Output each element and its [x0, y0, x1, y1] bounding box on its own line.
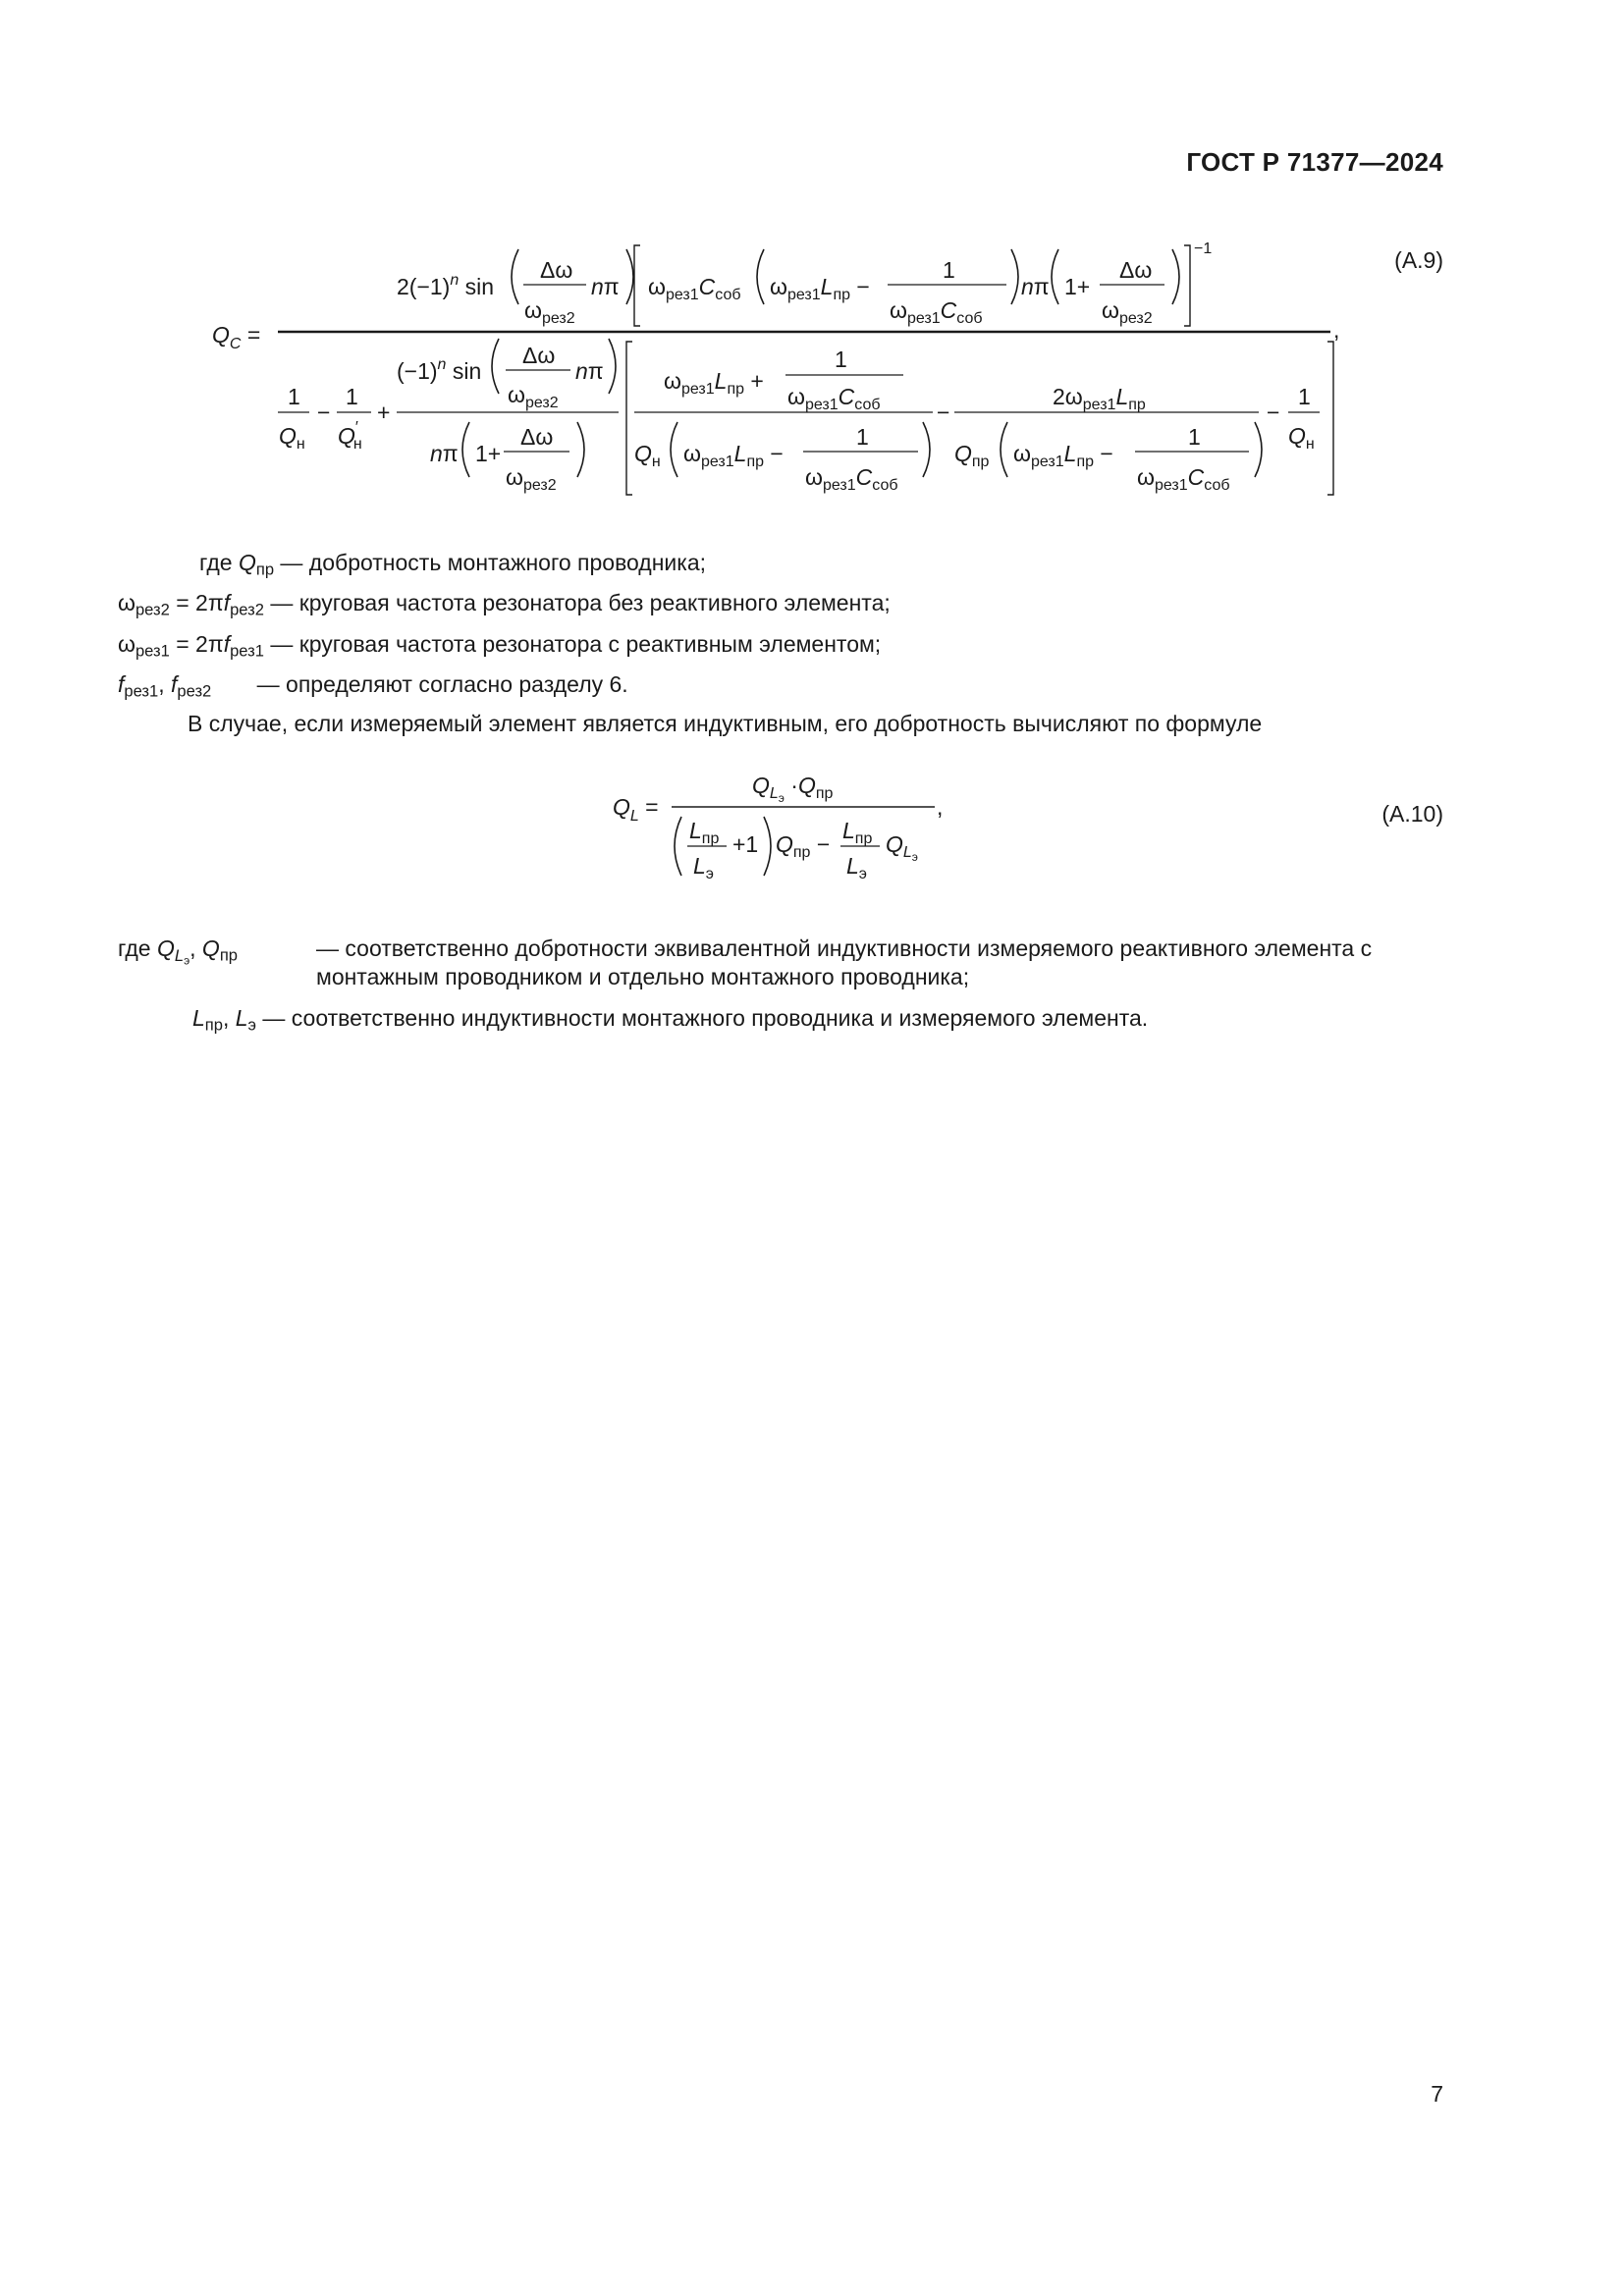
- svg-text:Δω: Δω: [520, 424, 554, 450]
- svg-text:Δω: Δω: [522, 343, 556, 368]
- eq-a9-lhs: Q: [212, 322, 230, 347]
- definition-omega-rez2: $\omega_{рез2} = 2\pi f_{рез2}$ — круговая частота резонатора без реактивного элемента;: [118, 590, 891, 619]
- svg-text:ωрез1Lпр −: $\omega_{рез1}L_{пр}$ −: [683, 441, 784, 470]
- svg-text:1: 1: [288, 384, 300, 409]
- svg-text:2ωрез1Lпр: $2\omega_{рез1}L_{пр}$: [1053, 384, 1146, 413]
- svg-text:1+: 1+: [475, 441, 502, 466]
- svg-text:ωрез2: $\omega_{рез2}$: [508, 382, 559, 411]
- svg-text:1: 1: [943, 257, 955, 283]
- page-number: 7: [1431, 2081, 1443, 2107]
- definition-f-rez: $f_{рез1}$, $f_{рез2}$ — определяют согласно разделу 6.: [118, 671, 628, 701]
- svg-text:1: 1: [346, 384, 358, 409]
- svg-text:ωрез1Lпр −: $\omega_{рез1}L_{пр}$ −: [1013, 441, 1113, 470]
- svg-text:ωрез1Lпр +: $\omega_{рез1}L_{пр}$ +: [664, 368, 764, 398]
- svg-text:−: −: [937, 400, 950, 425]
- svg-text:QLэ: $Q_Lэ$: [886, 831, 918, 864]
- svg-text:QLэ ·Qпр: $Q_Lэ \cdot Q_{пр}$: [752, 773, 834, 805]
- svg-text:ωрез1Cсоб: $\omega_{рез1}C_{соб}$: [648, 274, 741, 303]
- definition-q-le-q-pr: где $Q_{L_э}$, $Q_{пр}$ — соответственно добротности эквивалентной индуктивности измеряемого реактивного элемента с монтажным проводником и отдельно монтажного проводника;: [118, 935, 1373, 990]
- eq-a9-number: (A.9): [1394, 247, 1443, 273]
- svg-text:−: −: [1267, 400, 1280, 425]
- svg-text:Q′н: Q′ н: [338, 419, 362, 453]
- svg-text:ωрез1Cсоб: $\omega_{рез1}C_{соб}$: [805, 464, 898, 494]
- definition-omega-rez1: $\omega_{рез1} = 2\pi f_{рез1}$ — круговая частота резонатора с реактивным элементом;: [118, 631, 882, 661]
- svg-text:nπ: nπ: [1021, 274, 1050, 299]
- svg-text:(−1)n sin: $(-1)^n$ sin: [397, 356, 482, 384]
- svg-text:+1: +1: [732, 831, 759, 857]
- svg-text:Δω: Δω: [540, 257, 573, 283]
- svg-text:Lпр: $L_{пр}$: [689, 818, 720, 847]
- svg-text:1: 1: [856, 424, 869, 450]
- svg-text:Lэ: $L_э$: [846, 853, 867, 882]
- svg-text:Qн: $Q_н$: [1288, 423, 1315, 453]
- svg-text:+: +: [377, 400, 391, 425]
- svg-text:Qпр −: $Q_{пр}$ −: [776, 831, 831, 861]
- svg-text:ωрез2: $\omega_{рез2}$: [506, 464, 557, 494]
- svg-text:ωрез1Lпр −: $\omega_{рез1}L_{пр}$ −: [770, 274, 870, 303]
- svg-text:nπ: nπ: [591, 274, 620, 299]
- equation-a10: [613, 773, 943, 882]
- svg-text:QC =: $Q_C$ =: [212, 322, 261, 352]
- document-header: ГОСТ Р 71377—2024: [1186, 147, 1443, 177]
- svg-text:1+: 1+: [1064, 274, 1091, 299]
- svg-text:−: −: [317, 400, 331, 425]
- eq-a10-number: (A.10): [1381, 801, 1443, 827]
- svg-text:−1: −1: [1194, 240, 1213, 257]
- svg-text:1: 1: [1298, 384, 1311, 409]
- svg-text:ωрез1Cсоб: $\omega_{рез1}C_{соб}$: [787, 384, 881, 413]
- formulas-svg: [0, 0, 1624, 1080]
- svg-text:Qн: $Q_н$: [634, 441, 661, 470]
- svg-text:ωрез2: $\omega_{рез2}$: [1102, 297, 1153, 327]
- svg-text:Lпр: $L_{пр}$: [842, 818, 873, 847]
- svg-text:nπ: nπ: [430, 441, 459, 466]
- svg-text:ωрез1Cсоб: $\omega_{рез1}C_{соб}$: [890, 297, 983, 327]
- svg-text:1: 1: [1188, 424, 1201, 450]
- eq-a10-lhs: Q: [613, 794, 630, 820]
- eq-a10-trailing: ,: [937, 794, 944, 820]
- eq-a9-trailing: ,: [1333, 317, 1340, 343]
- svg-text:ωрез1Cсоб: $\omega_{рез1}C_{соб}$: [1137, 464, 1230, 494]
- body-paragraph: В случае, если измеряемый элемент является индуктивным, его добротность вычисляют по формуле: [188, 711, 1263, 736]
- equation-a9: [212, 240, 1339, 495]
- definition-q-pr: где $Q_{пр}$ — добротность монтажного проводника;: [199, 550, 707, 579]
- svg-text:2(−1)n sin: $2(-1)^n$ sin: [397, 272, 495, 299]
- svg-text:Δω: Δω: [1119, 257, 1153, 283]
- svg-text:Qпр: $Q_{пр}$: [954, 441, 990, 470]
- svg-text:QL =: $Q_L$ =: [613, 794, 659, 825]
- svg-text:nπ: nπ: [575, 358, 604, 384]
- definition-l-pr-l-e: $L_{пр}$, $L_э$ — соответственно индуктивности монтажного проводника и измеряемого элемента.: [192, 1005, 1149, 1035]
- svg-text:Lэ: $L_э$: [693, 853, 714, 882]
- svg-text:ωрез2: $\omega_{рез2}$: [524, 297, 575, 327]
- svg-text:1: 1: [835, 347, 847, 372]
- svg-text:Qн: $Q_н$: [279, 423, 305, 453]
